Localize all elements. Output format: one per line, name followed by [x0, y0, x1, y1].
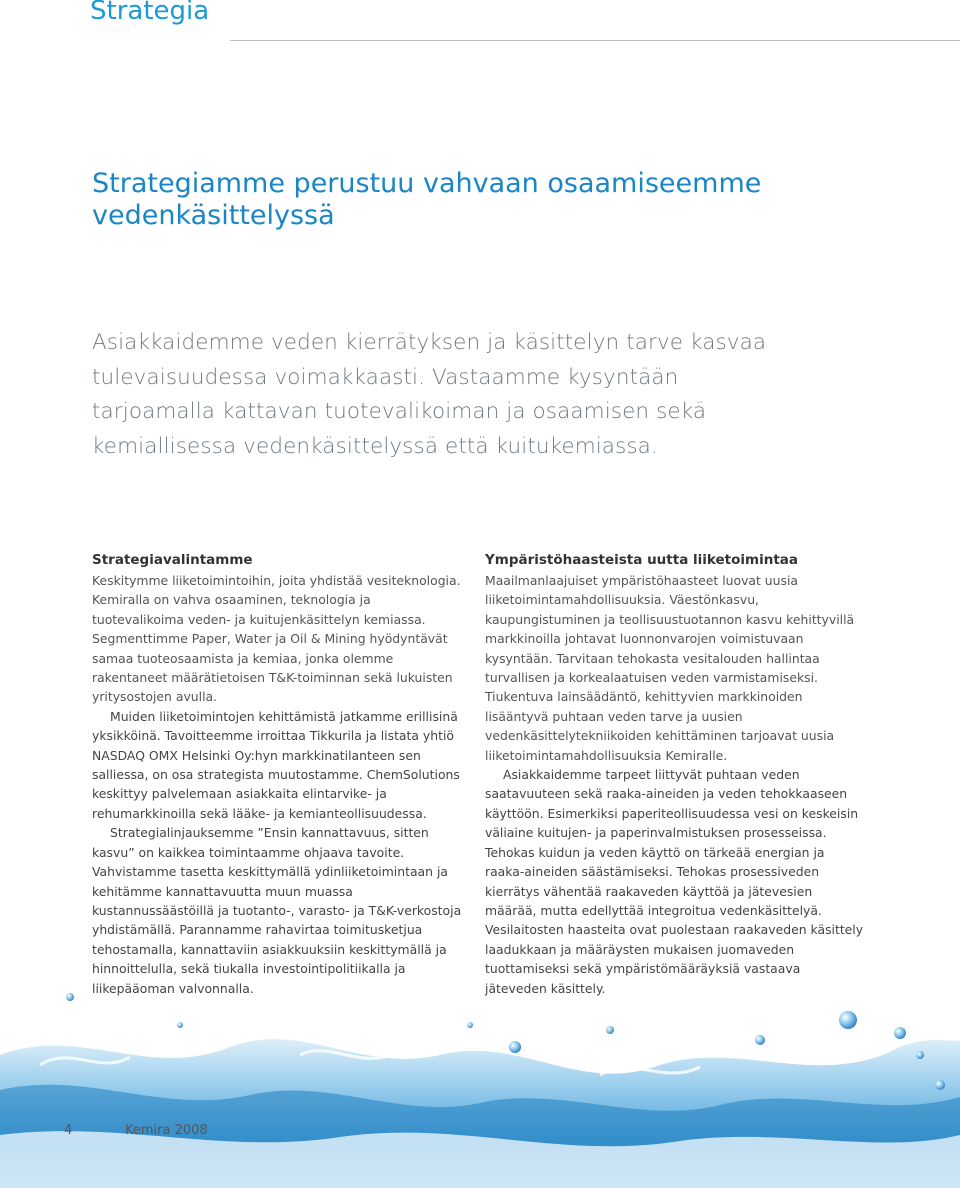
header-divider	[230, 40, 960, 41]
left-paragraph-3: Strategialinjauksemme ”Ensin kannattavuus, sitten kasvu” on kaikkea toimintaamme ohjaava tavoite. Vahvistamme tasetta keskittymällä ydinliiketoimintaan ja kehitämme kannattavuutta muun muassa kustannussäästöillä ja tuotanto-, varasto- ja T&K-verkostoja yhdistämällä. Parannamme rahavirtaa toimitusketjua tehostamalla, kannattaviin asiakkuuksiin keskittymällä ja hinnoittelulla, sekä tiukalla investointipolitiikalla ja liikepääoman valvonnalla.	[92, 825, 462, 996]
right-paragraph-2: Asiakkaidemme tarpeet liittyvät puhtaan veden saatavuuteen sekä raaka-aineiden ja veden tehokkaaseen käyttöön. Esimerkiksi paperiteollisuudessa vesi on keskeisin väliaine kuitujen- ja paperinvalmistuksen prosesseissa. Tehokas kuidun ja veden käyttö on tärkeää energian ja raaka-aineiden säästämiseksi. Tehokas prosessiveden kierrätys vähentää raakaveden käyttöä ja jätevesien määrää, mutta edellyttää integroitua vedenkäsittelyä. Vesilaitosten haasteita ovat puolestaan raakaveden käsittely laadukkaan ja määräysten mukaisen juomaveden tuottamiseksi sekä ympäristömääräyksiä vastaava jäteveden käsittely.	[485, 767, 864, 996]
right-paragraph-1: Maailmanlaajuiset ympäristöhaasteet luovat uusia liiketoimintamahdollisuuksia. Väestönkasvu, kaupungistuminen ja teollisuustuotannon kasvu kehittyvillä markkinoilla johtavat luonnonvarojen voimistuvaan kysyntään. Tarvitaan tehokasta vesitalouden hallintaa turvallisen ja korkealaatuisen veden varmistamiseksi. Tiukentuva lainsäädäntö, kehittyvien markkinoiden lisääntyvä puhtaan veden tarve ja uusien vedenkäsittelytekniikoiden kehittäminen tarjoavat uusia liiketoimintamahdollisuuksia Kemiralle.	[485, 573, 855, 763]
left-paragraph-1: Keskitymme liiketoimintoihin, joita yhdistää vesiteknologia. Kemiralla on vahva osaaminen, teknologia ja tuotevalikoima veden- ja kuitujenkäsittelyn kemiassa. Segmenttimme Paper, Water ja Oil & Mining hyödyntävät samaa tuoteosaamista ja kemiaa, jonka olemme rakentaneet määrätietoisen T&K-toiminnan sekä lukuisten yritysostojen avulla.	[92, 573, 461, 705]
lead-paragraph: Asiakkaidemme veden kierrätyksen ja käsittelyn tarve kasvaa tulevaisuudessa voimakkaasti. Vastaamme kysyntään tarjoamalla kattavan tuotevalikoiman ja osaamisen sekä kemiallisessa vedenkäsittelyssä että kuitukemiassa.	[92, 330, 767, 459]
left-paragraph-2: Muiden liiketoimintojen kehittämistä jatkamme erillisinä yksikköinä. Tavoitteemme irroittaa Tikkurila ja listata yhtiö NASDAQ OMX Helsinki Oy:hyn markkinatilanteen sen salliessa, on osa strategista muutostamme. ChemSolutions keskittyy palvelemaan asiakkaita elintarvike- ja rehumarkkinoilla sekä lääke- ja kemianteollisuudessa.	[92, 708, 460, 821]
left-column	[92, 550, 464, 998]
section-title: Strategia	[90, 0, 210, 26]
page-headline: Strategiamme perustuu vahvaan osaamiseemme vedenkäsittelyssä	[92, 168, 762, 231]
right-column-heading: Ympäristöhaasteista uutta liiketoimintaa	[485, 552, 798, 568]
publication-title: Kemira 2008	[125, 1123, 208, 1138]
right-column	[485, 550, 865, 998]
water-splash-image	[0, 985, 960, 1188]
page-number: 4	[64, 1123, 73, 1138]
left-column-heading: Strategiavalintamme	[92, 552, 253, 568]
